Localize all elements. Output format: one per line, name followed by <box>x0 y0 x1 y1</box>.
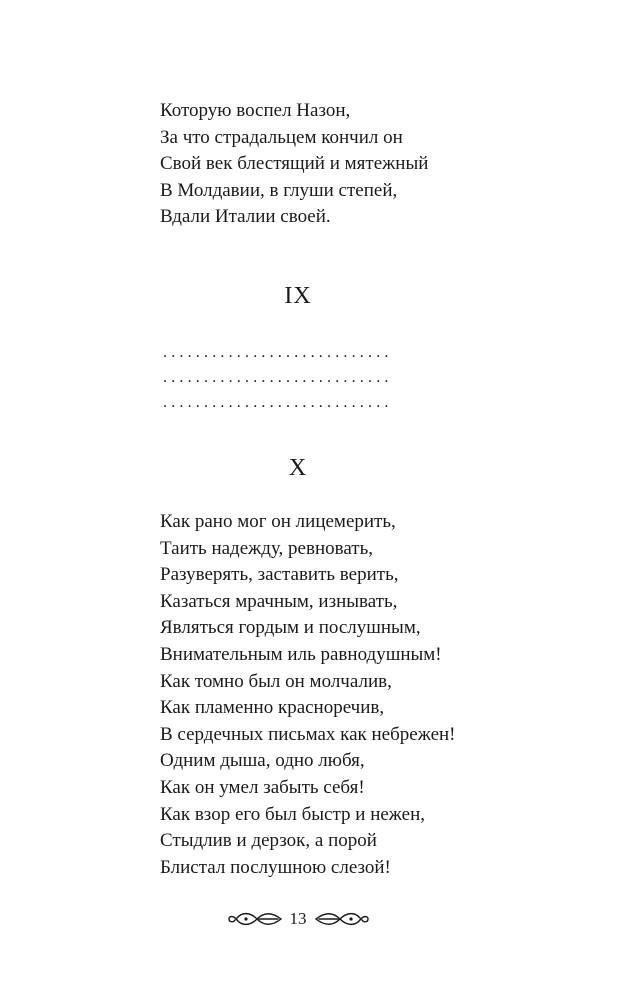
verse-line: Одним дыша, одно любя, <box>160 750 365 772</box>
page-number: 13 <box>289 909 307 928</box>
verse-line: Которую воспел Назон, <box>160 100 351 121</box>
verse-line: Как томно был он молчалив, <box>160 670 392 692</box>
dotted-line: ............................ <box>163 369 393 386</box>
verse-line: Как он умел забыть себя! <box>160 776 365 798</box>
verse-line: Как взор его был быстр и нежен, <box>160 803 426 825</box>
stanza-x <box>160 509 456 881</box>
dotted-line: ............................ <box>163 394 393 411</box>
section-heading-x: X <box>288 455 308 481</box>
dotted-line: ............................ <box>163 344 393 361</box>
flourish-left-icon <box>226 909 282 929</box>
page-footer <box>0 905 596 933</box>
verse-line: Свой век блестящий и мятежный <box>160 153 429 175</box>
verse-line: Стыдлив и дерзок, а порой <box>160 830 377 852</box>
verse-line: Являться гордым и послушным, <box>160 617 421 639</box>
section-heading-ix: IX <box>284 283 312 309</box>
verse-line: В Молдавии, в глуши степей, <box>160 179 398 201</box>
verse-line: Разуверять, заставить верить, <box>160 564 399 586</box>
verse-line: Вдали Италии своей. <box>160 206 331 228</box>
verse-line: Казаться мрачным, изнывать, <box>160 590 398 612</box>
verse-line: За что страдальцем кончил он <box>160 126 403 148</box>
verse-line: Таить надежду, ревновать, <box>160 537 373 559</box>
verse-line: Как рано мог он лицемерить, <box>160 511 396 532</box>
verse-line: В сердечных письмах как небрежен! <box>160 723 456 745</box>
flourish-right-icon <box>315 909 371 929</box>
verse-line: Внимательным иль равнодушным! <box>160 643 442 665</box>
verse-line: Как пламенно красноречив, <box>160 697 385 719</box>
verse-line: Блистал послушною слезой! <box>160 856 391 878</box>
stanza-1 <box>160 98 428 231</box>
omitted-stanza-dots <box>163 340 393 415</box>
